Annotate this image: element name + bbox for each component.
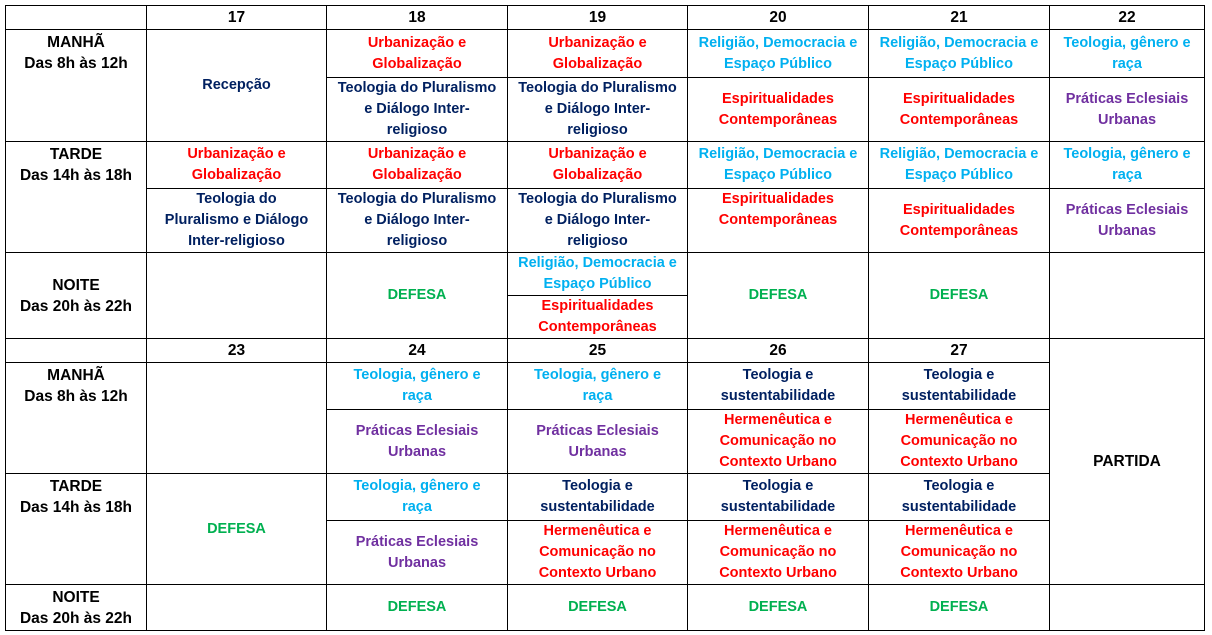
schedule-table (5, 5, 1205, 631)
session-cell: Teologia e sustentabilidade (688, 474, 869, 521)
defense-cell: DEFESA (688, 253, 869, 339)
session-cell: Hermenêutica e Comunicação no Contexto Urbano (869, 410, 1050, 474)
defense-cell: DEFESA (869, 253, 1050, 339)
table-row (6, 30, 1205, 78)
day-header: 25 (508, 339, 688, 363)
period-label-afternoon: TARDE Das 14h às 18h (6, 474, 147, 585)
session-cell: Urbanização e Globalização (327, 30, 508, 78)
session-cell: Religião, Democracia e Espaço Público (869, 30, 1050, 78)
session-cell: Teologia e sustentabilidade (688, 363, 869, 410)
day-header: 24 (327, 339, 508, 363)
day-header: 20 (688, 6, 869, 30)
day-header: 22 (1050, 6, 1205, 30)
week2-header-row (6, 339, 1205, 363)
session-cell: Práticas Eclesiais Urbanas (1050, 78, 1205, 142)
day-header: 17 (147, 6, 327, 30)
day-header: 21 (869, 6, 1050, 30)
defense-cell: DEFESA (327, 253, 508, 339)
defense-cell: DEFESA (688, 585, 869, 631)
session-cell: Teologia do Pluralismo e Diálogo Inter- religioso (508, 78, 688, 142)
reception-cell: Recepção (147, 30, 327, 142)
session-cell: Teologia do Pluralismo e Diálogo Inter- religioso (327, 189, 508, 253)
day-header: 27 (869, 339, 1050, 363)
defense-cell: DEFESA (147, 474, 327, 585)
session-cell: Espiritualidades Contemporâneas (688, 78, 869, 142)
session-cell: Teologia e sustentabilidade (508, 474, 688, 521)
corner-cell (6, 339, 147, 363)
table-row (6, 474, 1205, 521)
defense-cell: DEFESA (327, 585, 508, 631)
session-cell: Urbanização e Globalização (147, 142, 327, 189)
period-label-morning: MANHÃ Das 8h às 12h (6, 30, 147, 142)
session-cell: Hermenêutica e Comunicação no Contexto Urbano (869, 521, 1050, 585)
session-cell: Religião, Democracia e Espaço Público (688, 30, 869, 78)
empty-cell (1050, 253, 1205, 339)
session-cell: Teologia do Pluralismo e Diálogo Inter- religioso (327, 78, 508, 142)
session-cell: Espiritualidades Contemporâneas (869, 189, 1050, 253)
session-cell: Religião, Democracia e Espaço Público (508, 253, 688, 296)
table-row (6, 253, 1205, 296)
session-cell: Religião, Democracia e Espaço Público (869, 142, 1050, 189)
session-cell: Espiritualidades Contemporâneas (508, 296, 688, 339)
session-cell: Teologia, gênero e raça (508, 363, 688, 410)
table-row (6, 142, 1205, 189)
session-cell: Teologia, gênero e raça (327, 363, 508, 410)
session-cell: Urbanização e Globalização (327, 142, 508, 189)
empty-cell (1050, 585, 1205, 631)
session-cell: Práticas Eclesiais Urbanas (327, 521, 508, 585)
period-label-night: NOITE Das 20h às 22h (6, 253, 147, 339)
session-cell: Espiritualidades Contemporâneas (688, 189, 869, 253)
table-row (6, 585, 1205, 631)
session-cell: Urbanização e Globalização (508, 30, 688, 78)
session-cell: Práticas Eclesiais Urbanas (508, 410, 688, 474)
session-cell: Práticas Eclesiais Urbanas (1050, 189, 1205, 253)
session-cell: Teologia, gênero e raça (1050, 142, 1205, 189)
session-cell: Espiritualidades Contemporâneas (869, 78, 1050, 142)
day-header: 23 (147, 339, 327, 363)
session-cell: Teologia do Pluralismo e Diálogo Inter-religioso (147, 189, 327, 253)
session-cell: Hermenêutica e Comunicação no Contexto Urbano (688, 521, 869, 585)
day-header: 18 (327, 6, 508, 30)
period-label-morning: MANHÃ Das 8h às 12h (6, 363, 147, 474)
table-row (6, 363, 1205, 410)
day-header: 26 (688, 339, 869, 363)
session-cell: Teologia do Pluralismo e Diálogo Inter- religioso (508, 189, 688, 253)
session-cell: Teologia, gênero e raça (327, 474, 508, 521)
session-cell: Hermenêutica e Comunicação no Contexto Urbano (688, 410, 869, 474)
session-cell: Teologia, gênero e raça (1050, 30, 1205, 78)
session-cell: Urbanização e Globalização (508, 142, 688, 189)
defense-cell: DEFESA (508, 585, 688, 631)
empty-cell (147, 363, 327, 474)
session-cell: Teologia e sustentabilidade (869, 363, 1050, 410)
departure-cell: PARTIDA (1050, 339, 1205, 585)
session-cell: Práticas Eclesiais Urbanas (327, 410, 508, 474)
session-cell: Hermenêutica e Comunicação no Contexto Urbano (508, 521, 688, 585)
week1-header-row (6, 6, 1205, 30)
session-cell: Teologia e sustentabilidade (869, 474, 1050, 521)
empty-cell (147, 585, 327, 631)
defense-cell: DEFESA (869, 585, 1050, 631)
period-label-afternoon: TARDE Das 14h às 18h (6, 142, 147, 253)
session-cell: Religião, Democracia e Espaço Público (688, 142, 869, 189)
empty-cell (147, 253, 327, 339)
table-row (6, 189, 1205, 253)
day-header: 19 (508, 6, 688, 30)
period-label-night: NOITE Das 20h às 22h (6, 585, 147, 631)
corner-cell (6, 6, 147, 30)
